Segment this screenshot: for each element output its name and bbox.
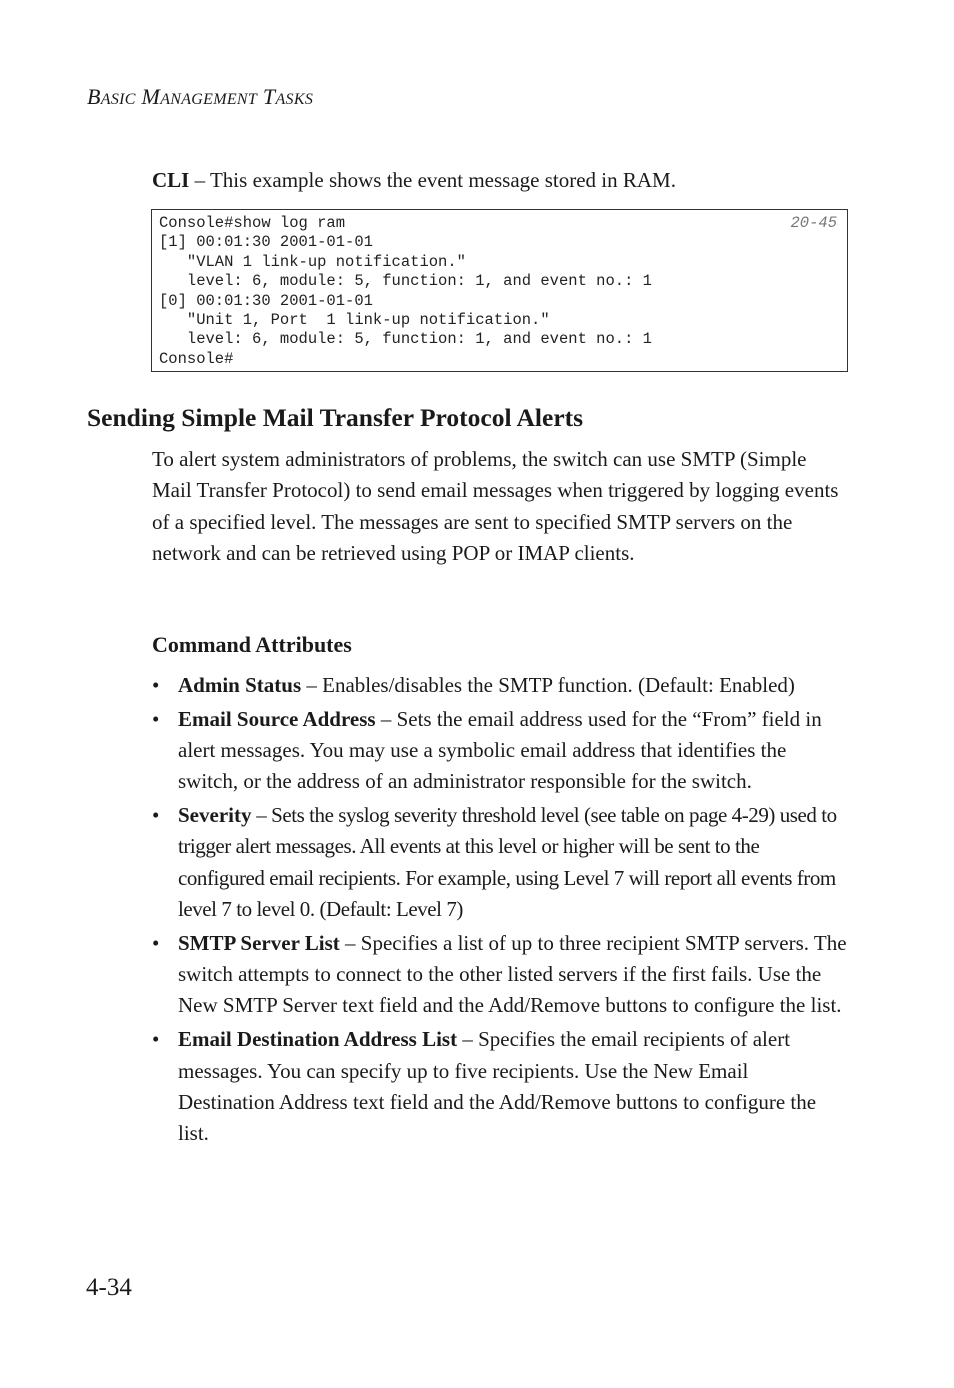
- command-attributes-title: Command Attributes: [152, 632, 352, 657]
- attribute-description: – Enables/disables the SMTP function. (Default: Enabled): [301, 673, 795, 697]
- running-head-cap: M: [141, 84, 161, 109]
- code-line: "Unit 1, Port 1 link-up notification.": [159, 310, 550, 329]
- cli-intro: [152, 168, 676, 193]
- code-line: [0] 00:01:30 2001-01-01: [159, 291, 373, 310]
- bullet-icon: •: [152, 803, 160, 828]
- running-head-rest: ANAGEMENT: [160, 91, 258, 108]
- bullet-icon: •: [152, 706, 160, 731]
- cli-intro-text: – This example shows the event message stored in RAM.: [189, 168, 676, 192]
- attribute-term: Severity: [178, 803, 252, 828]
- code-line: level: 6, module: 5, function: 1, and event no.: 1: [159, 330, 652, 349]
- attribute-description: – Specifies a list of up to three recipient SMTP servers. The switch attempts to connect to the other listed servers if the first fails. Use the New SMTP Server text field and the Add/Remove buttons to configure the list.: [178, 930, 847, 1018]
- code-line: [1] 00:01:30 2001-01-01: [159, 233, 373, 252]
- code-line: "VLAN 1 link-up notification.": [159, 252, 466, 271]
- list-item: [152, 800, 848, 925]
- bullet-icon: •: [152, 673, 160, 697]
- attribute-term: Email Destination Address List: [178, 1027, 458, 1052]
- running-header: [87, 84, 313, 110]
- running-head-cap: T: [262, 84, 276, 109]
- attribute-term: Email Source Address: [178, 706, 376, 731]
- attribute-description: – Sets the email address used for the “From” field in alert messages. You may use a symbolic email address that identifies the switch, or the address of an administrator responsible for the switch.: [178, 706, 822, 794]
- attribute-term: SMTP Server List: [178, 930, 340, 955]
- attribute-term: Admin Status: [178, 673, 302, 697]
- list-item: [152, 928, 848, 1022]
- code-example: [151, 209, 848, 372]
- list-item: [152, 1024, 848, 1149]
- attribute-list: [152, 670, 848, 1152]
- attribute-description: – Sets the syslog severity threshold level (see table on page 4-29) used to trigger alert messages. All events at this level or higher will be sent to the configured email recipients. For example, using Level 7 will report all events from level 7 to level 0. (Default: Level 7): [178, 803, 837, 922]
- running-head-rest: ASIC: [100, 91, 136, 108]
- code-reference: 20-45: [790, 214, 837, 232]
- code-line: Console#: [159, 349, 234, 368]
- running-head-rest: ASKS: [275, 91, 314, 108]
- cli-label: CLI: [152, 168, 190, 192]
- list-item: [152, 670, 848, 701]
- attribute-description: – Specifies the email recipients of alert messages. You can specify up to five recipients. Use the New Email Destination Address text field and the Add/Remove buttons to configure the list.: [178, 1027, 817, 1146]
- bullet-icon: •: [152, 930, 160, 955]
- bullet-icon: •: [152, 1027, 160, 1052]
- page-number: 4-34: [86, 1274, 132, 1301]
- code-line: Console#show log ram: [159, 214, 346, 232]
- list-item: [152, 704, 848, 798]
- section-paragraph: To alert system administrators of problems, the switch can use SMTP (Simple Mail Transfer Protocol) to send email messages when triggered by logging events of a specified level. The messages are sent to specified SMTP servers on the network and can be retrieved using POP or IMAP clients.: [152, 447, 839, 565]
- code-line: level: 6, module: 5, function: 1, and event no.: 1: [159, 272, 652, 291]
- section-title: Sending Simple Mail Transfer Protocol Alerts: [87, 403, 584, 432]
- running-head-cap: B: [87, 84, 101, 109]
